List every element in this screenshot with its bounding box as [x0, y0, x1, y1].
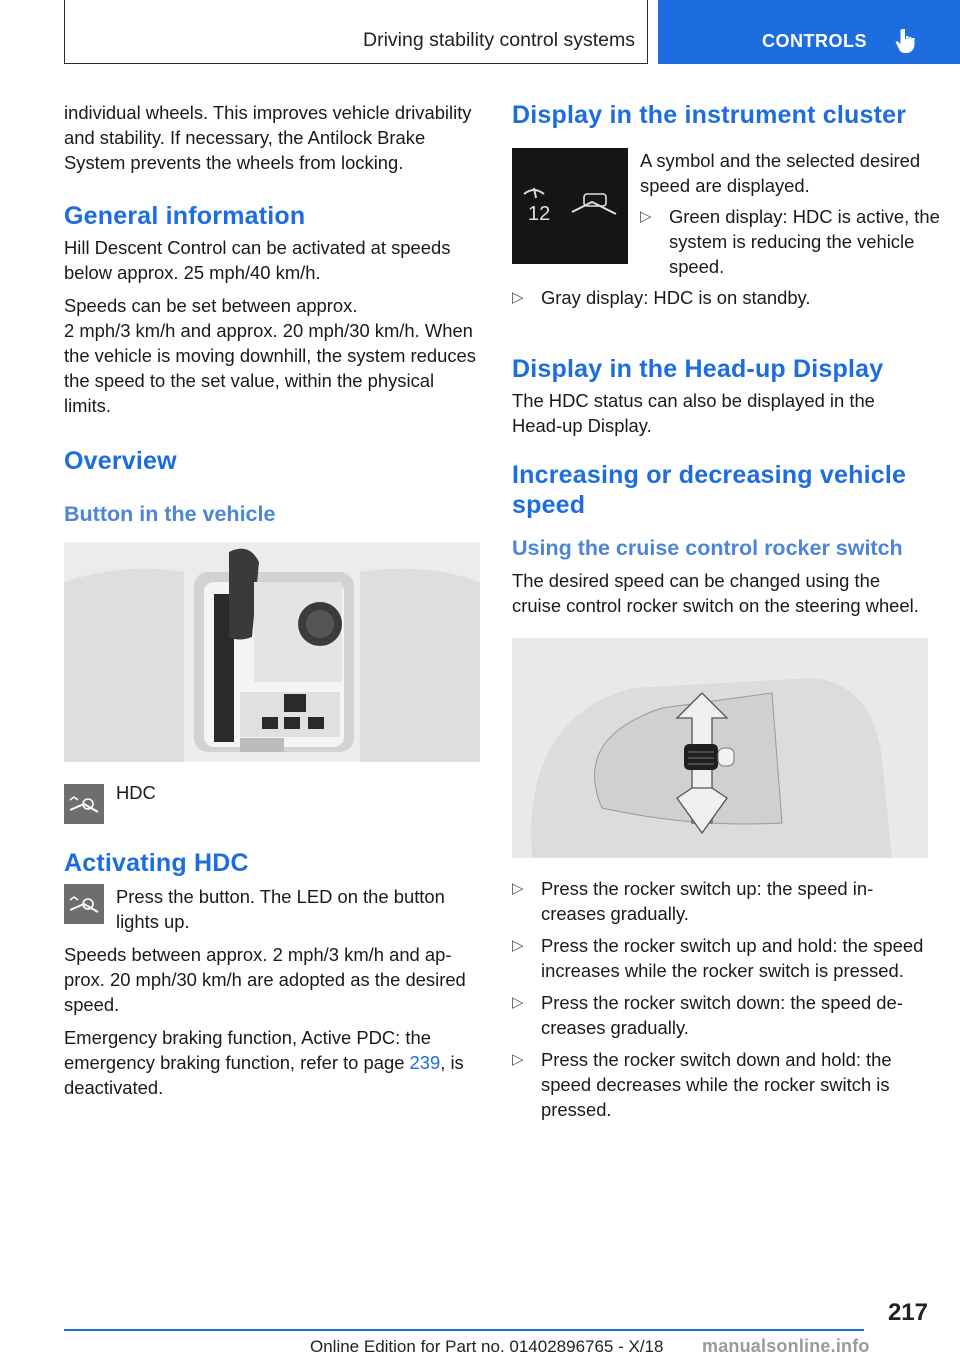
rocker-bullet-text: Press the rocker switch down and hold: the speed decreases while the rocker switch is pressed. [541, 1049, 892, 1120]
rocker-switch-image [512, 638, 928, 858]
controls-tab[interactable] [658, 0, 960, 64]
intro-paragraph: individual wheels. This improves vehicle drivability and stability. If necessary, the Antilock Brake System prevents the wheels from locking. [64, 102, 472, 173]
hdc-icon [64, 784, 104, 824]
bullet-gray-text: Gray display: HDC is on standby. [541, 287, 811, 308]
general-paragraph-2-line2: 2 mph/3 km/h and approx. 20 mph/30 km/h. When the vehicle is moving downhill, the system reduces the speed to the set value, within the physical limits. [64, 320, 476, 416]
rocker-bullet [512, 876, 928, 926]
bullet-triangle-icon: ▷ [512, 289, 524, 306]
bullet-green [640, 204, 957, 279]
right-column [512, 100, 940, 1122]
bullet-triangle-icon: ▷ [512, 1051, 524, 1068]
bullet-triangle-icon: ▷ [512, 880, 524, 897]
button-in-vehicle-heading: Button in the vehicle [64, 502, 276, 526]
cluster-display-image [512, 148, 628, 264]
rocker-heading: Using the cruise control rocker switch [512, 536, 903, 560]
watermark: manualsonline.info [702, 1336, 870, 1356]
edition-text: Online Edition for Part no. 01402896765 - X/18 [310, 1337, 664, 1356]
cluster-block [512, 148, 940, 310]
center-console-image [64, 542, 480, 762]
console-photo [64, 542, 480, 762]
general-information-heading: General information [64, 202, 306, 230]
activating-hdc-heading: Activating HDC [64, 849, 249, 877]
rocker-bullet-text: Press the rocker switch down: the speed decreases gradually. [541, 992, 903, 1038]
display-cluster-heading: Display in the instrument cluster [512, 101, 907, 129]
general-paragraph-1: Hill Descent Control can be activated at speeds below approx. 25 mph/40 km/h. [64, 237, 451, 283]
hud-text: The HDC status can also be displayed in the Head-up Display. [512, 390, 875, 436]
rocker-switch-photo [512, 638, 928, 858]
bullet-triangle-icon: ▷ [640, 208, 652, 225]
hdc-label: HDC [116, 782, 156, 803]
pointing-hand-icon [895, 28, 917, 54]
bullet-triangle-icon: ▷ [512, 994, 524, 1011]
speeds-paragraph: Speeds between approx. 2 mph/3 km/h and approx. 20 mph/30 km/h are adopted as the desired speed. [64, 944, 466, 1015]
page-239-link[interactable]: 239 [409, 1052, 441, 1073]
footer-divider [64, 1329, 864, 1331]
emergency-text: Emergency braking function, Active PDC: the emergency braking function, refer to page [64, 1027, 431, 1073]
rocker-bullet-text: Press the rocker switch up: the speed increases gradually. [541, 878, 874, 924]
page-number: 217 [887, 1299, 928, 1326]
rocker-text: The desired speed can be changed using the cruise control rocker switch on the steering wheel. [512, 570, 919, 616]
rocker-bullet [512, 990, 928, 1040]
overview-heading: Overview [64, 447, 177, 475]
bullet-green-text: Green display: HDC is active, the system is reducing the vehicle speed. [669, 206, 940, 277]
header-section-box [64, 0, 648, 64]
emergency-text-end: , is deactivated. [64, 1052, 464, 1098]
hdc-legend [64, 780, 480, 824]
cluster-text: A symbol and the selected desired speed are displayed. [640, 150, 921, 196]
rocker-bullet-list [512, 876, 928, 1122]
left-column [64, 100, 480, 1100]
controls-tab-label: CONTROLS [762, 31, 867, 51]
rocker-bullet-text: Press the rocker switch up and hold: the speed increases while the rocker switch is pressed. [541, 935, 924, 981]
speed-heading: Increasing or decreasing vehicle speed [512, 461, 907, 519]
bullet-gray [512, 285, 957, 310]
bullet-triangle-icon: ▷ [512, 937, 524, 954]
emergency-paragraph [64, 1025, 480, 1100]
rocker-bullet [512, 933, 928, 983]
activating-text: Press the button. The LED on the button lights up. [116, 886, 445, 932]
hdc-button-icon [64, 884, 104, 924]
cluster-speed: 12 [528, 203, 551, 225]
activating-row [64, 884, 480, 934]
general-paragraph-2-line1: Speeds can be set between approx. [64, 295, 358, 316]
rocker-bullet [512, 1047, 928, 1122]
hud-heading: Display in the Head-up Display [512, 355, 884, 383]
section-title: Driving stability control systems [363, 29, 635, 51]
